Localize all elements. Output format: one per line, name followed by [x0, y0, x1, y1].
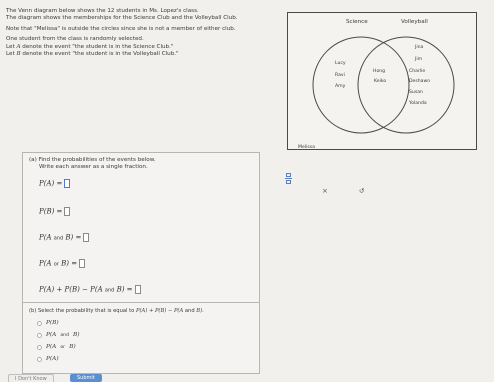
intro-line-3: Note that "Melissa" is outside the circles since she is not a member of either club.: [6, 25, 236, 32]
row-p-a-or-b: P(A or B) =: [39, 259, 85, 268]
volleyball-circle: [358, 37, 454, 133]
row-p-b: P(B) =: [39, 207, 70, 216]
intro-line-2: The diagram shows the memberships for the Science Club and the Volleyball Club.: [6, 15, 238, 22]
venn-label-volleyball: Volleyball: [401, 19, 428, 25]
answer-p-a-and-b[interactable]: [83, 233, 89, 242]
row-p-a: P(A) =: [39, 179, 70, 188]
venn-volleyball-only-5: Susan: [409, 90, 423, 95]
intro-line-1: The Venn diagram below shows the 12 students in Ms. Lopez's class.: [6, 8, 199, 14]
part-a-instructions: (a) Find the probabilities of the events below. Write each answer as a single fraction.: [29, 157, 156, 170]
row-sum-expression: P(A) + P(B) − P(A and B) =: [39, 285, 141, 294]
intro-line-5: Let A denote the event "the student is in the Science Club.": [6, 43, 174, 50]
clear-icon[interactable]: ×: [322, 187, 328, 195]
venn-both-2: Keiko: [374, 79, 387, 84]
option-p-a[interactable]: P(A): [37, 356, 59, 362]
venn-outside-1: Melissa: [298, 145, 315, 150]
answer-p-a-or-b[interactable]: [79, 259, 85, 268]
intro-line-6: Let B denote the event "the student is in the Volleyball Club.": [6, 51, 179, 58]
row-p-a-and-b: P(A and B) =: [39, 233, 89, 242]
part-b-panel: [22, 302, 260, 374]
fraction-icon[interactable]: [285, 173, 292, 185]
answer-p-b[interactable]: [64, 207, 70, 216]
venn-science-only-1: Lucy: [335, 61, 346, 66]
venn-volleyball-only-3: Charlie: [409, 69, 426, 74]
venn-science-only-3: Amy: [335, 84, 346, 89]
radio-button[interactable]: [37, 357, 42, 362]
intro-line-4: One student from the class is randomly selected.: [6, 36, 144, 43]
part-a-panel: [22, 152, 260, 312]
venn-volleyball-only-6: Yolanda: [409, 101, 427, 106]
venn-volleyball-only-2: Jim: [415, 57, 423, 62]
radio-button[interactable]: [37, 333, 42, 338]
option-p-a-and-b[interactable]: P(A and B): [37, 332, 80, 338]
part-b-instructions: (b) Select the probability that is equal to P(A) + P(B) − P(A and B).: [29, 308, 204, 314]
venn-diagram: [287, 12, 477, 150]
undo-icon[interactable]: ↺: [359, 187, 365, 195]
radio-button[interactable]: [37, 321, 42, 326]
venn-volleyball-only-1: Jina: [415, 45, 424, 50]
dont-know-button[interactable]: I Don't Know: [8, 374, 54, 382]
submit-button[interactable]: Submit: [70, 374, 102, 382]
answer-sum-expression[interactable]: [135, 285, 141, 294]
venn-label-science: Science: [346, 19, 368, 25]
answer-tools-panel: [276, 168, 365, 204]
problem-intro: [6, 8, 286, 61]
venn-science-only-2: Ravi: [335, 73, 345, 78]
venn-volleyball-only-4: Deshawn: [409, 79, 431, 84]
option-p-b[interactable]: P(B): [37, 320, 59, 326]
radio-button[interactable]: [37, 345, 42, 350]
venn-both-1: Hong: [373, 69, 386, 74]
option-p-a-or-b[interactable]: P(A or B): [37, 344, 76, 350]
science-circle: [313, 37, 409, 133]
answer-p-a[interactable]: [64, 179, 70, 188]
